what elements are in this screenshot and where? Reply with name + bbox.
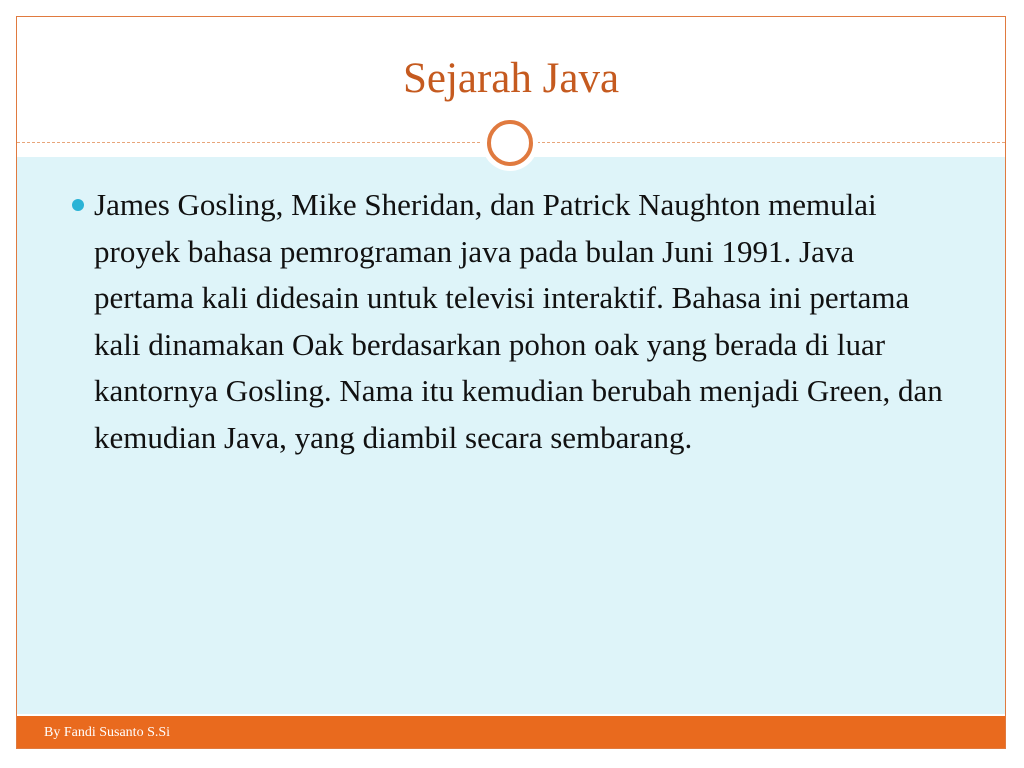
footer-author: By Fandi Susanto S.Si — [44, 725, 171, 740]
slide-title: Sejarah Java — [402, 55, 620, 102]
circle-ornament-icon — [482, 115, 538, 171]
bullet-dot-icon — [72, 199, 84, 211]
bullet-text: James Gosling, Mike Sheridan, dan Patrick Naughton memulai proyek bahasa pemrograman java pada bulan Juni 1991. Java pertama kali didesain untuk televisi interaktif. Bahasa ini pertama kali dinamakan Oak berdasarkan pohon oak yang berada di luar kantornya Gosling. Nama itu kemudian berubah menjadi Green, dan kemudian Java, yang diambil secara sembarang. — [94, 187, 943, 455]
slide — [16, 16, 1006, 749]
bullet-list — [72, 182, 952, 461]
footer-bar — [17, 716, 1005, 749]
bullet-item — [72, 182, 952, 461]
circle-ring — [487, 120, 533, 166]
